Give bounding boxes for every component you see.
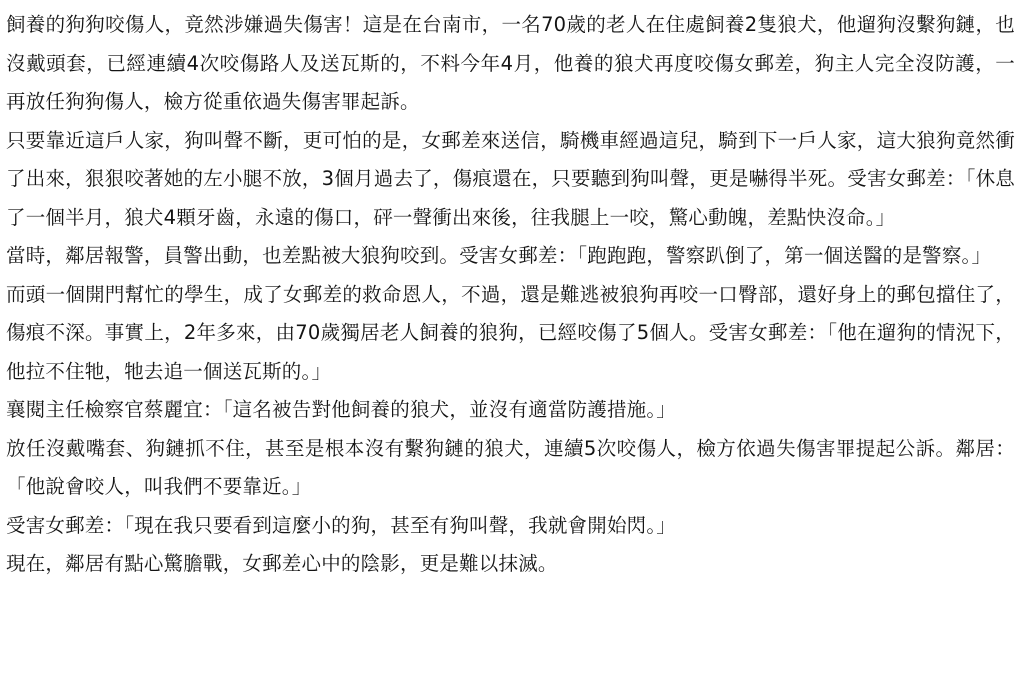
article-paragraph: 當時，鄰居報警，員警出動，也差點被大狼狗咬到。受害女郵差：「跑跑跑，警察趴倒了，第一個送醫的是警察。」 (6, 244, 992, 267)
article-paragraph: 放任沒戴嘴套、狗鏈抓不住，甚至是根本沒有繫狗鏈的狼犬，連續5次咬傷人，檢方依過失傷害罪提起公訴。鄰居：「他說會咬人，叫我們不要靠近。」 (6, 436, 1015, 498)
article-paragraph: 只要靠近這戶人家，狗叫聲不斷，更可怕的是，女郵差來送信，騎機車經過這兒，騎到下一戶人家，這大狼狗竟然衝了出來，狠狠咬著她的左小腿不放，3個月過去了，傷痕還在，只要聽到狗叫聲，更是嚇得半死。受害女郵差：「休息了一個半月，狼犬4顆牙齒，永遠的傷口，砰一聲衝出來後，往我腿上一咬，驚心動魄，差點快沒命。」 (6, 128, 1015, 229)
article-paragraph: 襄閱主任檢察官蔡麗宜：「這名被告對他飼養的狼犬，並沒有適當防護措施。」 (6, 398, 677, 421)
article-paragraph: 而頭一個開門幫忙的學生，成了女郵差的救命恩人，不過，還是難逃被狼狗再咬一口臀部，還好身上的郵包擋住了，傷痕不深。事實上，2年多來，由70歲獨居老人飼養的狼狗，已經咬傷了5個人。受害女郵差：「他在遛狗的情況下，他拉不住牠，牠去追一個送瓦斯的。」 (6, 282, 1015, 383)
article-paragraph: 受害女郵差：「現在我只要看到這麼小的狗，甚至有狗叫聲，我就會開始閃。」 (6, 513, 677, 537)
article-paragraph: 現在，鄰居有點心驚膽戰，女郵差心中的陰影，更是難以抹滅。 (6, 552, 558, 575)
article-paragraph: 飼養的狗狗咬傷人，竟然涉嫌過失傷害！這是在台南市，一名70歲的老人在住處飼養2隻狼犬，他遛狗沒繫狗鏈，也沒戴頭套，已經連續4次咬傷路人及送瓦斯的，不料今年4月，他養的狼犬再度咬傷女郵差，狗主人完全沒防護，一再放任狗狗傷人，檢方從重依過失傷害罪起訴。 (6, 13, 1015, 113)
